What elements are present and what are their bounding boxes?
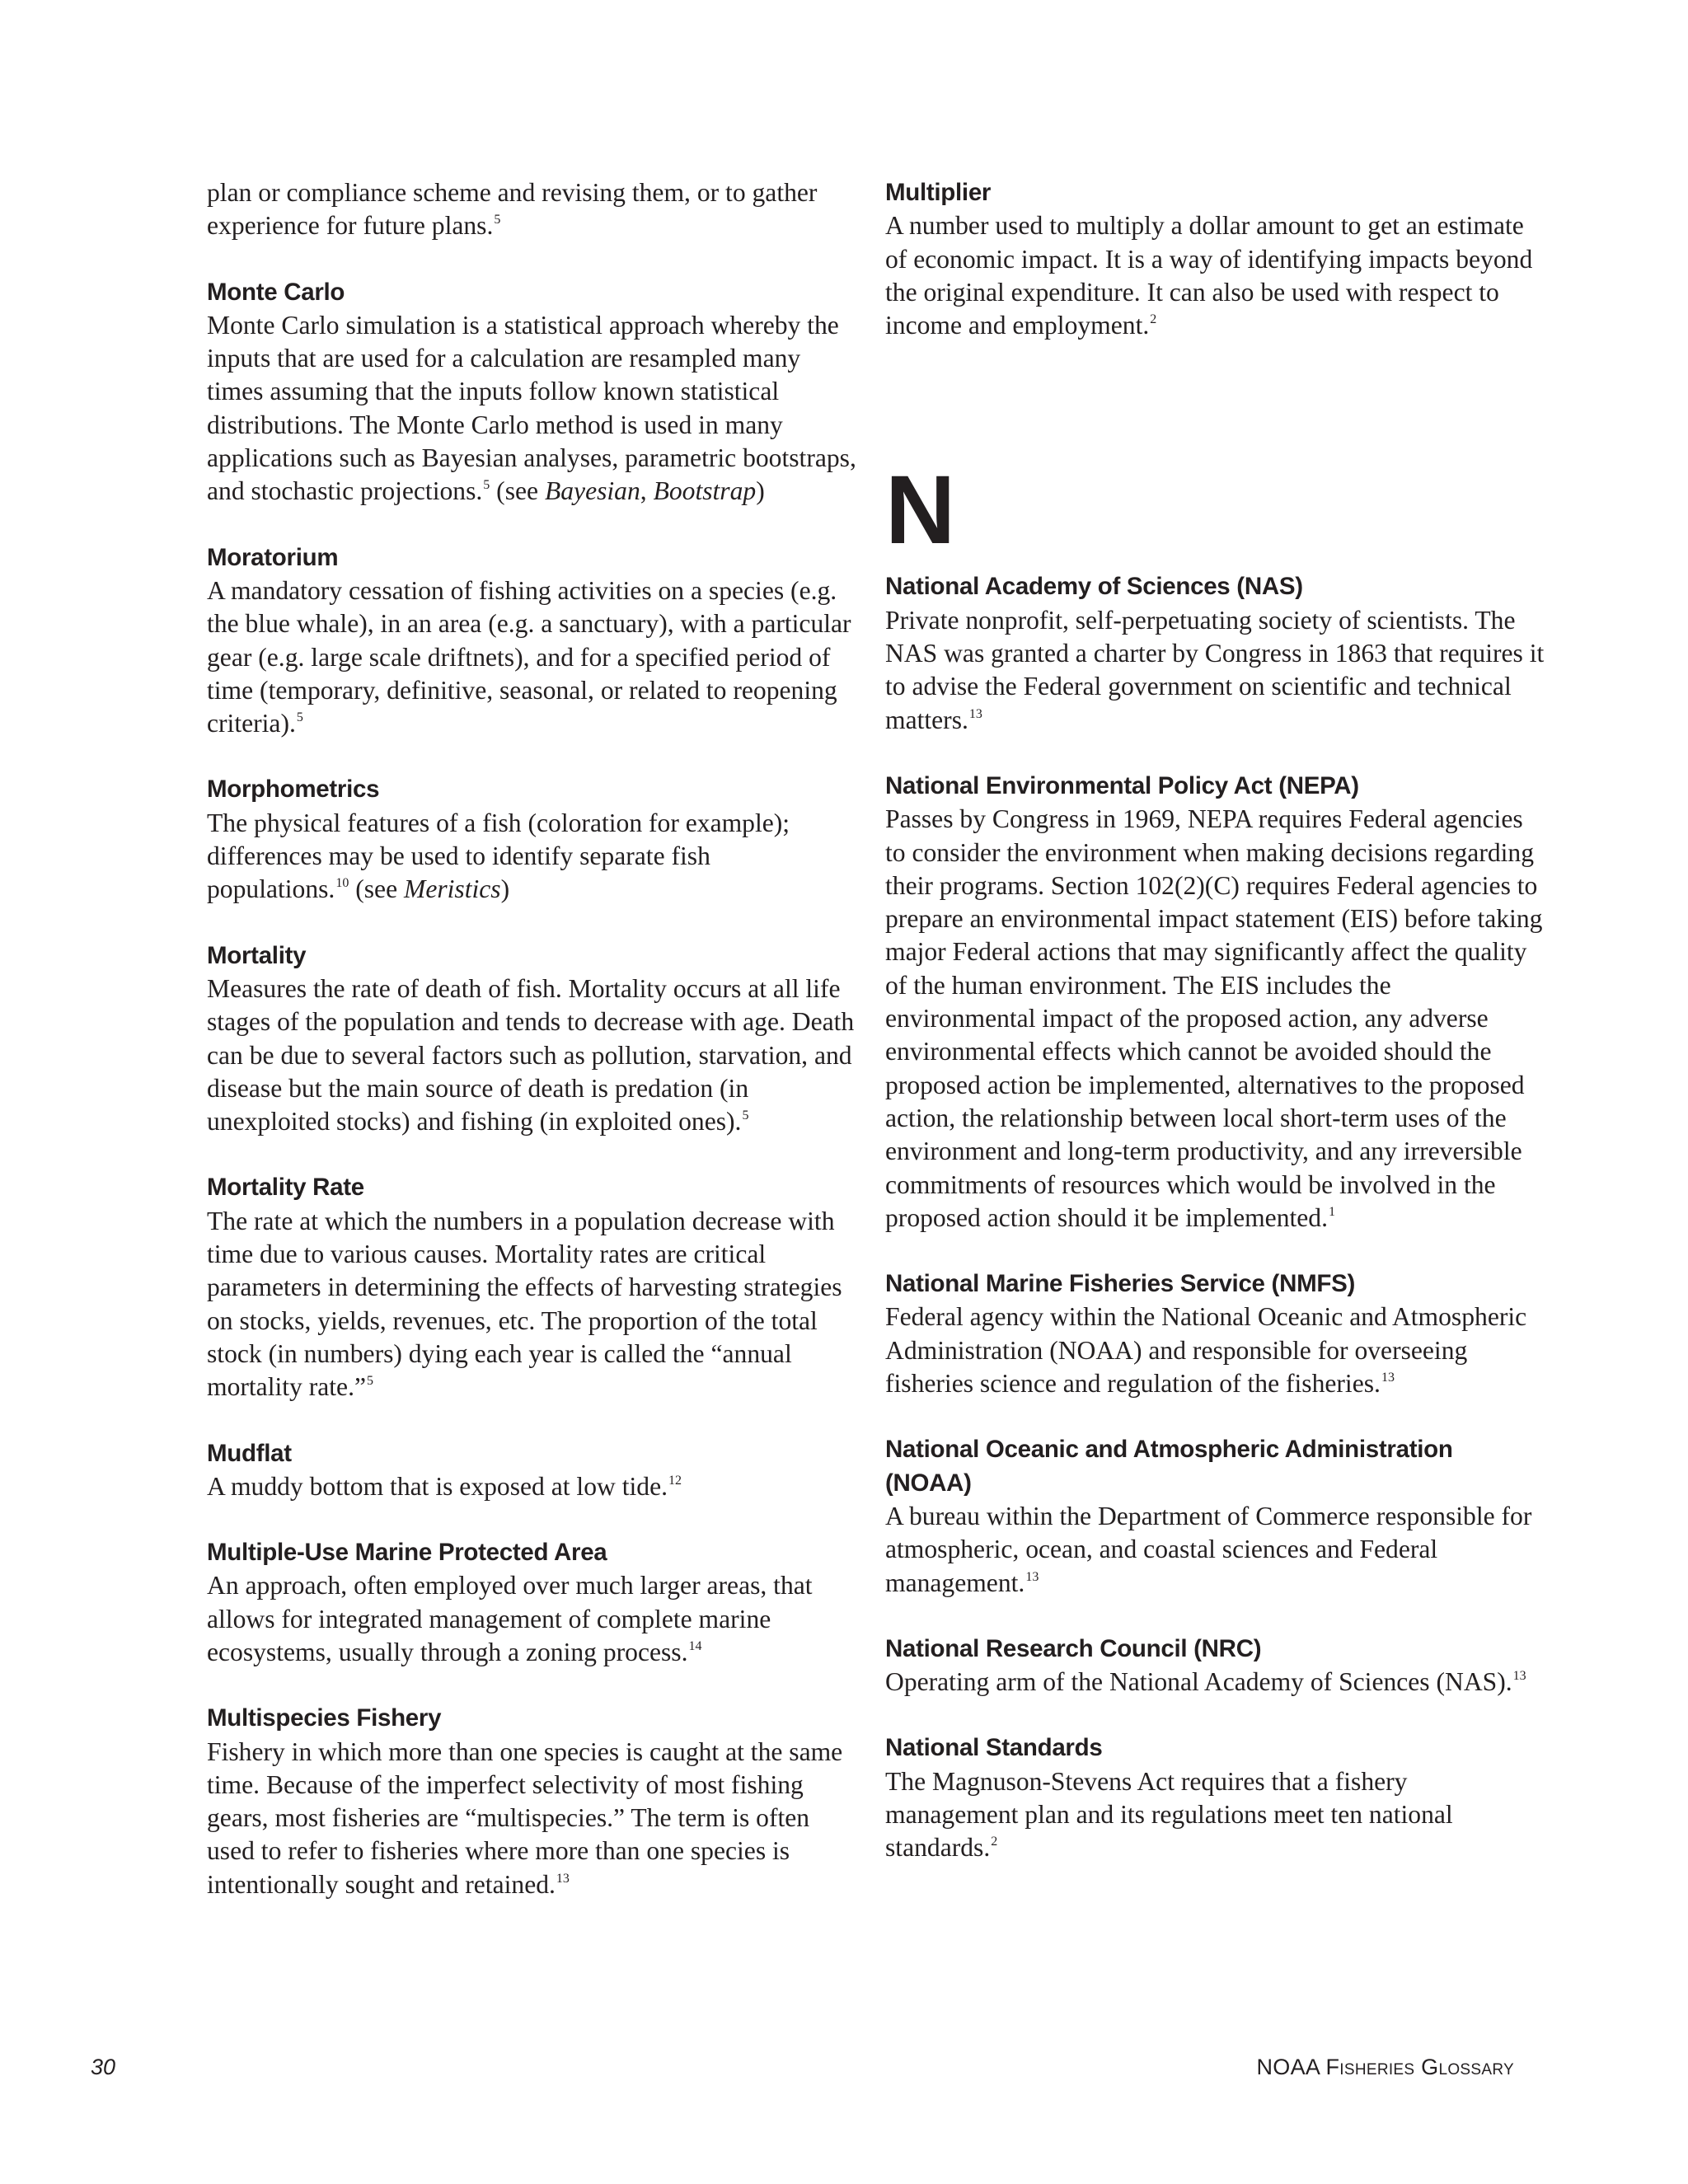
entry-term: Multispecies Fishery	[207, 1704, 442, 1732]
cross-reference: Bayesian	[544, 476, 640, 506]
section-letter-heading: N	[885, 456, 954, 565]
entry-term: Multiplier	[885, 179, 992, 206]
reference-number: 12	[668, 1473, 682, 1488]
reference-number: 13	[1512, 1669, 1526, 1684]
glossary-entry-multiple-use-mpa	[207, 1536, 858, 1669]
entry-definition: Federal agency within the National Oceanic and Atmospheric Administration (NOAA) and responsible for overseeing fisheries science and regulation of the fisheries.$^{13}$	[885, 1302, 1527, 1399]
entry-definition: Fishery in which more than one species is caught at the same time. Because of the imperfect selectivity of most fishing gears, most fisheries are “multispecies.” The term is often used to refer to fisheries where more than one species is intentionally sought and retained.$^{13}$	[207, 1736, 843, 1899]
entry-definition: Monte Carlo simulation is a statistical approach whereby the inputs that are used for a calculation are resampled many times assuming that the inputs follow known statistical distributions. The Monte Carlo method is used in many applications such as Bayesian analyses, parametric bootstraps, and stochastic projections.$^5$ (see Bayesian, Bootstrap)	[207, 310, 856, 506]
entry-term: National Standards	[885, 1734, 1103, 1762]
entry-term: National Academy of Sciences (NAS)	[885, 573, 1303, 601]
entry-term: National Research Council (NRC)	[885, 1634, 1262, 1662]
glossary-entry-morphometrics	[207, 773, 858, 906]
entry-definition: Private nonprofit, self-perpetuating society of scientists. The NAS was granted a charter by Congress in 1863 that requires it to advise the Federal government on scientific and technical matters.$^{13}$	[885, 605, 1545, 734]
glossary-entry-moratorium	[207, 541, 858, 741]
glossary-entry-nas	[885, 570, 1545, 736]
entry-term: Multiple-Use Marine Protected Area	[207, 1539, 607, 1567]
entry-definition: Measures the rate of death of fish. Mortality occurs at all life stages of the population and tends to decrease with age. Death can be due to several factors such as pollution, starvation, and disease but the main source of death is predation (in unexploited stocks) and fishing (in exploited ones).$^5$	[207, 973, 855, 1137]
glossary-entry-nepa	[885, 770, 1545, 1235]
entry-term: Moratorium	[207, 543, 339, 571]
reference-number: 5	[296, 710, 303, 725]
reference-number: 10	[335, 876, 349, 891]
reference-number: 5	[494, 213, 501, 227]
running-footer-title: NOAA Fisheries Glossary	[1256, 2055, 1514, 2079]
glossary-entry-nrc	[885, 1633, 1545, 1699]
entry-definition: Operating arm of the National Academy of Sciences (NAS).$^{13}$	[885, 1667, 1526, 1697]
glossary-entry-mortality-rate	[207, 1171, 858, 1404]
continuation-entry	[207, 176, 858, 243]
entry-definition: A mandatory cessation of fishing activities on a species (e.g. the blue whale), in an area (e.g. a sanctuary), with a particular gear (e.g. large scale driftnets), and for a specified period of time (temporary, definitive, seasonal, or related to reopening criteria).$^5$	[207, 575, 851, 738]
entry-definition: The physical features of a fish (coloration for example); differences may be used to identify separate fish populations.$^{10}$ (see Meristics)	[207, 808, 790, 904]
reference-number: 14	[688, 1638, 702, 1653]
entry-definition: A muddy bottom that is exposed at low tide.$^{12}$	[207, 1471, 682, 1501]
page-number: 30	[91, 2055, 116, 2079]
glossary-entry-multiplier	[885, 176, 1545, 342]
glossary-entry-mortality	[207, 940, 858, 1139]
reference-number: 2	[1150, 312, 1157, 327]
entry-term: National Environmental Policy Act (NEPA)	[885, 771, 1359, 799]
cross-reference: Bootstrap	[653, 476, 757, 506]
entry-definition: Passes by Congress in 1969, NEPA requires Federal agencies to consider the environment when making decisions regarding their programs. Section 102(2)(C) requires Federal agencies to prepare an environmental impact statement (EIS) before taking major Federal actions that may significantly affect the quality of the human environment. The EIS includes the environmental impact of the proposed action, any adverse environmental effects which cannot be avoided should the proposed action be implemented, alternatives to the proposed action, the relationship between local short-term uses of the environment and long-term productivity, and any irreversible commitments of resources which would be involved in the proposed action should it be implemented.$^1$	[885, 804, 1543, 1232]
glossary-entry-nmfs	[885, 1268, 1545, 1400]
glossary-entry-noaa	[885, 1433, 1545, 1599]
reference-number: 1	[1329, 1204, 1335, 1219]
entry-term: Morphometrics	[207, 776, 380, 804]
reference-number: 5	[367, 1374, 373, 1389]
glossary-entry-mudflat	[207, 1437, 858, 1504]
entry-term: Mudflat	[207, 1439, 292, 1467]
reference-number: 13	[556, 1871, 570, 1886]
reference-number: 5	[483, 478, 490, 493]
reference-number: 13	[1025, 1569, 1039, 1584]
reference-number: 13	[968, 706, 982, 721]
glossary-entry-national-standards	[885, 1732, 1545, 1864]
reference-number: 13	[1381, 1371, 1395, 1385]
entry-definition: A bureau within the Department of Commerce responsible for atmospheric, ocean, and coastal sciences and Federal management.$^{13}$	[885, 1501, 1532, 1597]
entry-term: National Oceanic and Atmospheric Administration (NOAA)	[885, 1436, 1453, 1497]
entry-definition: An approach, often employed over much larger areas, that allows for integrated management of complete marine ecosystems, usually through a zoning process.$^{14}$	[207, 1571, 813, 1666]
entry-definition: A number used to multiply a dollar amount to get an estimate of economic impact. It is a way of identifying impacts beyond the original expenditure. It can also be used with respect to income and employment.$^2$	[885, 211, 1533, 340]
entry-term: Monte Carlo	[207, 278, 345, 306]
entry-definition: The rate at which the numbers in a population decrease with time due to various causes. Mortality rates are critical parameters in determining the effects of harvesting strategies on stocks, yields, revenues, etc. The proportion of the total stock (in numbers) dying each year is called the “annual mortality rate.”$^5$	[207, 1206, 842, 1402]
entry-term: National Marine Fisheries Service (NMFS)	[885, 1270, 1355, 1298]
reference-number: 2	[991, 1835, 998, 1849]
glossary-entry-monte-carlo	[207, 276, 858, 509]
entry-term: Mortality	[207, 941, 307, 969]
glossary-entry-multispecies-fishery	[207, 1702, 858, 1901]
entry-definition: The Magnuson-Stevens Act requires that a fishery management plan and its regulations meet ten national standards.$^2$	[885, 1766, 1453, 1863]
entry-definition: plan or compliance scheme and revising them, or to gather experience for future plans.$^5$	[207, 178, 818, 241]
cross-reference: Meristics	[404, 874, 501, 904]
reference-number: 5	[742, 1108, 749, 1123]
entry-term: Mortality Rate	[207, 1174, 364, 1202]
right-column	[885, 176, 1545, 1898]
left-column	[207, 176, 858, 1934]
